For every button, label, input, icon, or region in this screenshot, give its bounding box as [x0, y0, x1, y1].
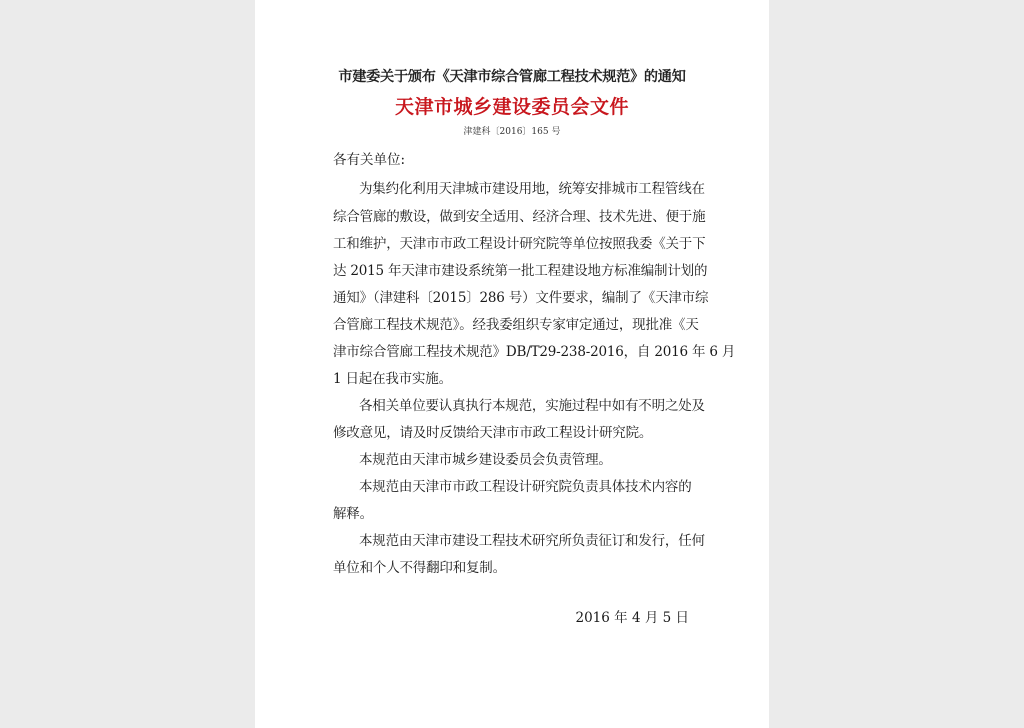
body-line: 本规范由天津市市政工程设计研究院负责具体技术内容的 [359, 479, 692, 495]
body-line: 本规范由天津市城乡建设委员会负责管理。 [359, 452, 612, 468]
notice-title: 市建委关于颁布《天津市综合管廊工程技术规范》的通知 [338, 69, 686, 85]
document-page [255, 0, 769, 728]
body-line: 本规范由天津市建设工程技术研究所负责征订和发行，任何 [359, 533, 705, 549]
body-line: 为集约化利用天津城市建设用地，统筹安排城市工程管线在 [359, 181, 705, 197]
body-line: 解释。 [333, 506, 373, 522]
body-line: 工和维护，天津市市政工程设计研究院等单位按照我委《关于下 [333, 236, 706, 252]
body-line: 各相关单位要认真执行本规范，实施过程中如有不明之处及 [359, 398, 705, 414]
body-line: 综合管廊的敷设，做到安全适用、经济合理、技术先进、便于施 [333, 209, 706, 225]
body-line: 津市综合管廊工程技术规范》DB/T29-238-2016，自 2016 年 6 月 [333, 344, 736, 360]
body-line: 合管廊工程技术规范》。经我委组织专家审定通过，现批准《天 [333, 317, 699, 333]
salutation: 各有关单位: [333, 152, 406, 168]
body-line: 达 2015 年天津市建设系统第一批工程建设地方标准编制计划的 [333, 263, 708, 279]
issue-date: 2016 年 4 月 5 日 [575, 610, 689, 626]
body-line: 通知》（津建科〔2015〕286 号）文件要求，编制了《天津市综 [333, 290, 709, 306]
body-line: 单位和个人不得翻印和复制。 [333, 560, 506, 576]
issuer-header: 天津市城乡建设委员会文件 [394, 96, 629, 118]
document-number: 津建科〔2016〕165 号 [463, 127, 561, 137]
body-line: 修改意见，请及时反馈给天津市市政工程设计研究院。 [333, 425, 653, 441]
body-line: 1 日起在我市实施。 [333, 371, 452, 387]
